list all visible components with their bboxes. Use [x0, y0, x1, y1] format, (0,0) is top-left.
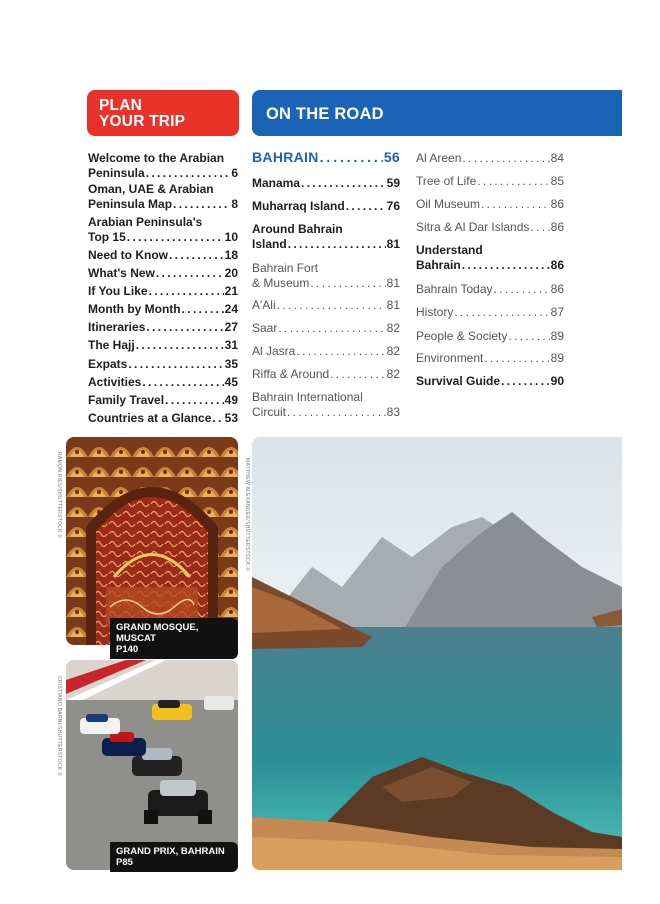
toc-entry-page: 45: [224, 375, 238, 389]
coastline-image: [252, 437, 622, 870]
toc-entry[interactable]: [252, 367, 400, 382]
toc-entry-label: Tree of Life: [416, 174, 477, 188]
prix-photo-credit: CRISTIANO BARNI/SHUTTERSTOCK ©: [56, 676, 62, 777]
toc-entry-page: 83: [386, 405, 400, 419]
toc-entry-label: BAHRAIN: [252, 149, 319, 165]
grand-prix-photo: [66, 660, 238, 870]
toc-entry-page: 35: [224, 357, 238, 371]
toc-entry[interactable]: [252, 199, 400, 214]
toc-entry-page: 82: [386, 344, 400, 358]
toc-entry-label: Saar: [252, 321, 278, 335]
toc-entry-label: Top 15: [88, 230, 126, 244]
toc-entry-page: 84: [550, 151, 564, 165]
toc-entry-label: Itineraries: [88, 320, 146, 334]
toc-entry-page: 89: [550, 351, 564, 365]
toc-entry[interactable]: [88, 357, 238, 372]
toc-entry-line1: Oman, UAE & Arabian: [88, 182, 214, 196]
toc-entry[interactable]: [88, 302, 238, 317]
toc-entry[interactable]: [88, 215, 238, 245]
on-the-road-header: ON THE ROAD: [252, 90, 622, 136]
toc-entry-label: Al Areen: [416, 151, 462, 165]
toc-entry-line1: Welcome to the Arabian: [88, 151, 225, 165]
toc-entry-label: A'Ali: [252, 298, 276, 312]
toc-entry[interactable]: [88, 411, 238, 426]
toc-entry-line1: Bahrain International: [252, 390, 363, 404]
toc-entry-label: Activities: [88, 375, 142, 389]
plan-header-line1: PLAN: [99, 97, 142, 114]
toc-entry[interactable]: [252, 321, 400, 336]
toc-entry-label: Sitra & Al Dar Islands: [416, 220, 530, 234]
toc-entry-label: Family Travel: [88, 393, 165, 407]
toc-entry-page: 31: [224, 338, 238, 352]
toc-entry-label: Peninsula Map: [88, 197, 173, 211]
toc-entry-page: 56: [383, 149, 400, 165]
toc-entry-page: 87: [550, 305, 564, 319]
toc-entry-page: 81: [386, 237, 400, 251]
mosque-caption-line2: P140: [116, 644, 139, 655]
toc-entry-label: Island: [252, 237, 287, 251]
toc-entry-page: 53: [224, 411, 238, 425]
toc-entry-page: 82: [386, 367, 400, 381]
toc-entry[interactable]: [252, 298, 400, 313]
toc-entry[interactable]: [88, 266, 238, 281]
toc-entry-page: 59: [386, 176, 400, 190]
toc-entry[interactable]: [416, 197, 564, 212]
toc-entry-label: & Museum: [252, 276, 310, 290]
toc-entry[interactable]: [252, 344, 400, 359]
toc-entry[interactable]: [416, 374, 564, 389]
toc-entry-page: 90: [550, 374, 564, 388]
toc-entry-label: Survival Guide: [416, 374, 501, 388]
mosque-photo-credit: RAMON RIES/SHUTTERSTOCK ©: [56, 452, 62, 539]
toc-entry-page: 27: [224, 320, 238, 334]
toc-entry-label: Need to Know: [88, 248, 168, 262]
toc-entry-page: 24: [224, 302, 238, 316]
toc-entry-page: 49: [224, 393, 238, 407]
toc-entry-page: 81: [386, 276, 400, 290]
toc-entry[interactable]: [88, 151, 238, 181]
toc-entry-page: 86: [550, 282, 564, 296]
toc-entry-label: Al Jasra: [252, 344, 296, 358]
toc-entry-label: Riffa & Around: [252, 367, 330, 381]
toc-entry[interactable]: [416, 305, 564, 320]
toc-entry-label: If You Like: [88, 284, 148, 298]
toc-entry-line1: Understand: [416, 243, 483, 257]
toc-entry-page: 85: [550, 174, 564, 188]
toc-entry-page: 20: [224, 266, 238, 280]
toc-entry-label: The Hajj: [88, 338, 135, 352]
toc-entry-label: Countries at a Glance: [88, 411, 212, 425]
toc-entry[interactable]: [416, 329, 564, 344]
coastline-photo: [252, 437, 622, 870]
toc-entry-label: Expats: [88, 357, 128, 371]
toc-entry[interactable]: [416, 220, 564, 235]
toc-entry-label: Oil Museum: [416, 197, 481, 211]
toc-entry-label: Bahrain Today: [416, 282, 493, 296]
toc-entry-line1: Arabian Peninsula's: [88, 215, 203, 229]
toc-entry[interactable]: [416, 282, 564, 297]
toc-entry-label: Manama: [252, 176, 301, 190]
toc-entry-page: 76: [386, 199, 400, 213]
toc-entry-page: 86: [550, 220, 564, 234]
plan-header-line2: YOUR TRIP: [99, 113, 186, 130]
toc-entry-page: 6: [231, 166, 238, 180]
grand-mosque-photo: [66, 437, 238, 645]
toc-entry-page: 89: [550, 329, 564, 343]
toc-entry-page: 10: [224, 230, 238, 244]
mosque-image: [66, 437, 238, 645]
toc-entry-line1: Around Bahrain: [252, 222, 343, 236]
toc-entry[interactable]: [88, 248, 238, 263]
toc-entry-page: 86: [550, 197, 564, 211]
toc-entry[interactable]: [88, 393, 238, 408]
toc-entry-page: 81: [386, 298, 400, 312]
toc-entry[interactable]: [416, 243, 564, 273]
toc-entry-label: Muharraq Island: [252, 199, 345, 213]
plan-your-trip-header: [87, 90, 239, 136]
toc-entry-label: Peninsula: [88, 166, 145, 180]
toc-entry-label: People & Society: [416, 329, 508, 343]
fjord-photo-credit: MATTHEW ALEXANDER/SHUTTERSTOCK ©: [244, 458, 250, 572]
toc-entry[interactable]: [416, 174, 564, 189]
toc-entry-label: Circuit: [252, 405, 287, 419]
toc-entry[interactable]: [252, 261, 400, 291]
toc-entry[interactable]: [88, 320, 238, 335]
toc-entry[interactable]: [252, 390, 400, 420]
grand-prix-image: [66, 660, 238, 870]
toc-entry[interactable]: [88, 338, 238, 353]
toc-entry-page: 8: [231, 197, 238, 211]
toc-entry[interactable]: [252, 176, 400, 191]
toc-entry-label: History: [416, 305, 454, 319]
toc-entry-page: 21: [224, 284, 238, 298]
toc-entry-page: 86: [550, 258, 564, 272]
toc-entry[interactable]: [252, 150, 400, 165]
prix-caption: GRAND PRIX, BAHRAIN P85: [110, 842, 238, 872]
toc-entry[interactable]: [88, 284, 238, 299]
mosque-caption: [110, 618, 238, 659]
toc-entry-line1: Bahrain Fort: [252, 261, 319, 275]
toc-entry[interactable]: [252, 222, 400, 252]
toc-entry[interactable]: [88, 375, 238, 390]
toc-entry-label: Environment: [416, 351, 484, 365]
mosque-caption-line1: GRAND MOSQUE, MUSCAT: [116, 622, 199, 644]
toc-entry[interactable]: [416, 351, 564, 366]
toc-entry-page: 18: [224, 248, 238, 262]
toc-entry[interactable]: [416, 151, 564, 166]
toc-entry-label: What's New: [88, 266, 155, 280]
toc-entry[interactable]: [88, 182, 238, 212]
toc-entry-label: Bahrain: [416, 258, 461, 272]
toc-entry-page: 82: [386, 321, 400, 335]
toc-entry-label: Month by Month: [88, 302, 181, 316]
